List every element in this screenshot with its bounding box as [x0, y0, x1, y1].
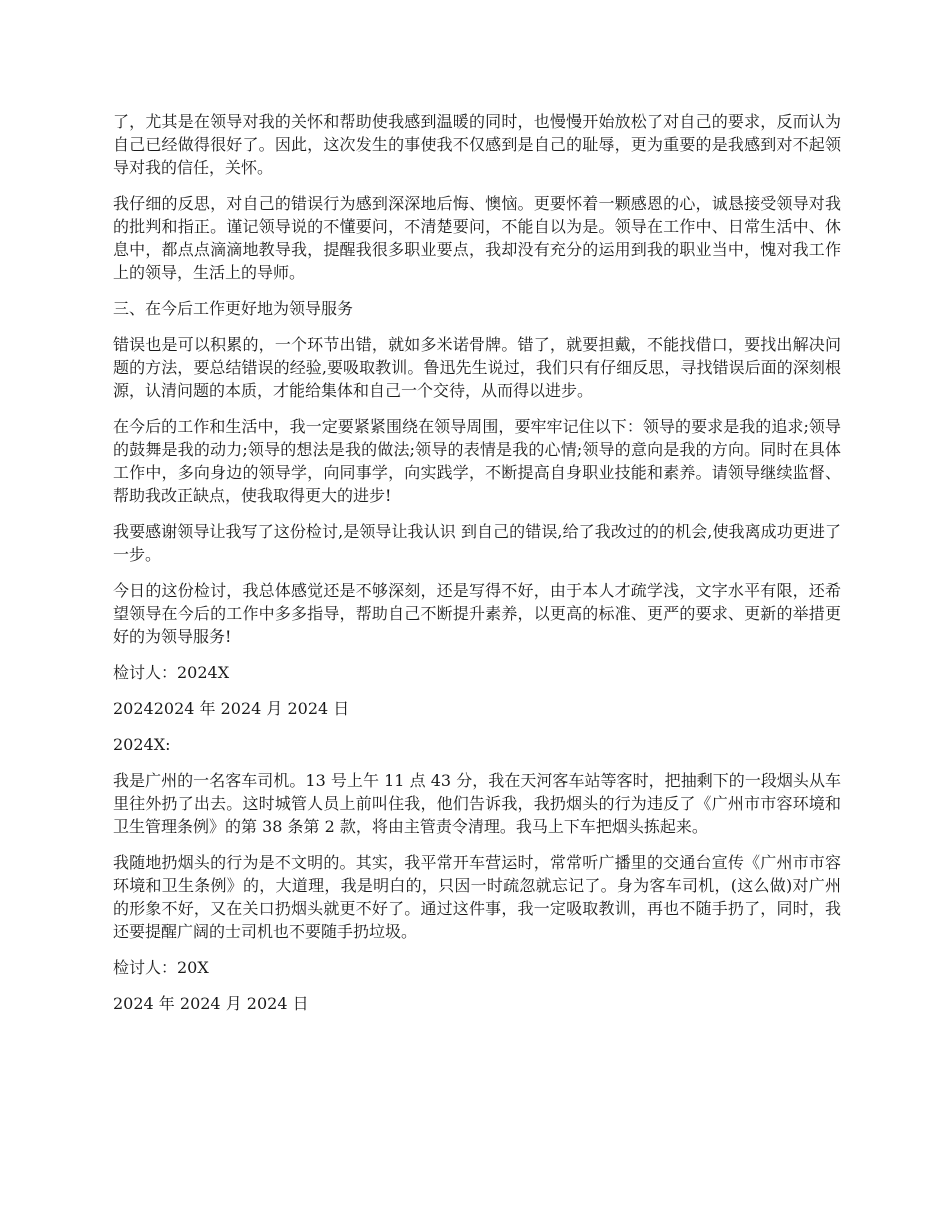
paragraph-apology: 我随地扔烟头的行为是不文明的。其实，我平常开车营运时，常常听广播里的交通台宣传《广州市市容环境和卫生条例》的，大道理，我是明白的，只因一时疏忽就忘记了。身为客车司机，(这么做)对广州的形象不好，又在关口扔烟头就更不好了。通过这件事，我一定吸取教训，再也不随手扔了，同时，我还要提醒广阔的士司机也不要随手扔垃圾。: [113, 853, 841, 941]
paragraph-reflection: 我仔细的反思，对自己的错误行为感到深深地后悔、懊恼。更要怀着一颗感恩的心，诚恳接受领导对我的批判和指正。谨记领导说的不懂要问，不清楚要问，不能自以为是。领导在工作中、日常生活中、休息中，都点点滴滴地教导我，提醒我很多职业要点，我却没有充分的运用到我的职业当中，愧对我工作上的领导，生活上的导师。: [113, 194, 841, 282]
paragraph-continuation: 了，尤其是在领导对我的关怀和帮助使我感到温暖的同时，也慢慢开始放松了对自己的要求，反而认为自己已经做得很好了。因此，这次发生的事使我不仅感到是自己的耻辱，更为重要的是我感到对不起领导对我的信任，关怀。: [113, 112, 841, 177]
paragraph-future-work: 在今后的工作和生活中，我一定要紧紧围绕在领导周围，要牢牢记住以下：领导的要求是我的追求;领导的鼓舞是我的动力;领导的想法是我的做法;领导的表情是我的心情;领导的意向是我的方向。同时在具体工作中，多向身边的领导学，向同事学，向实践学，不断提高自身职业技能和素养。请领导继续监督、帮助我改正缺点，使我取得更大的进步!: [113, 417, 841, 505]
signature-line-2: 检讨人：20X: [113, 958, 209, 977]
paragraph-mistakes: 错误也是可以积累的，一个环节出错，就如多米诺骨牌。错了，就要担戴，不能找借口，要找出解决问题的方法，要总结错误的经验,要吸取教训。鲁迅先生说过，我们只有仔细反思，寻找错误后面的深刻根源，认清问题的本质，才能给集体和自己一个交待，从而得以进步。: [113, 335, 841, 400]
salutation: 2024X:: [113, 735, 171, 754]
paragraph-thanks: 我要感谢领导让我写了这份检讨,是领导让我认识 到自己的错误,给了我改过的的机会,使我离成功更进了一步。: [113, 522, 841, 564]
document-page: [113, 110, 841, 1028]
section-heading: 三、在今后工作更好地为领导服务: [113, 299, 354, 318]
date-line: 20242024 年 2024 月 2024 日: [113, 699, 350, 718]
paragraph-incident: 我是广州的一名客车司机。13 号上午 11 点 43 分，我在天河客车站等客时，把抽剩下的一段烟头从车里往外扔了出去。这时城管人员上前叫住我，他们告诉我，我扔烟头的行为违反了《广州市市容环境和卫生管理条例》的第 38 条第 2 款，将由主管责令清理。我马上下车把烟头拣起来。: [113, 771, 841, 836]
paragraph-conclusion: 今日的这份检讨，我总体感觉还是不够深刻，还是写得不好，由于本人才疏学浅，文字水平有限，还希望领导在今后的工作中多多指导，帮助自己不断提升素养，以更高的标准、更严的要求、更新的举措更好的为领导服务!: [113, 581, 841, 646]
signature-line: 检讨人：2024X: [113, 663, 230, 682]
date-line-2: 2024 年 2024 月 2024 日: [113, 994, 309, 1013]
